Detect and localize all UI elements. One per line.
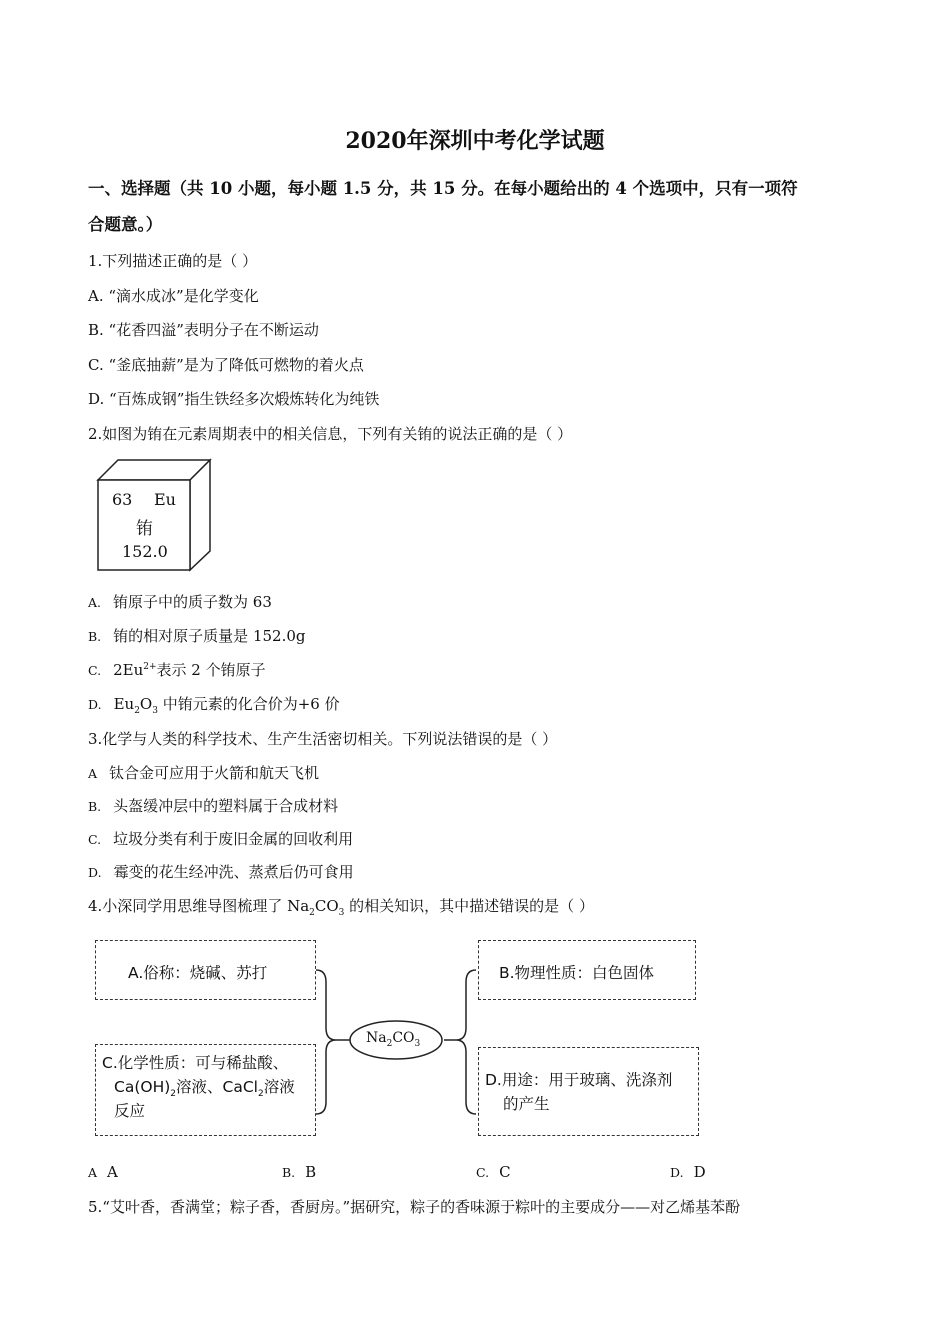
q1-option-c: C. “釜底抽薪”是为了降低可燃物的着火点 — [88, 356, 364, 374]
q4-answer-c-label: C. — [476, 1165, 490, 1180]
box-c-line2 — [114, 1075, 295, 1100]
box-c-sub2: 2 — [257, 1089, 264, 1100]
q1-option-b: B. “花香四溢”表明分子在不断运动 — [88, 321, 319, 339]
q1-option-d: D. “百炼成钢”指生铁经多次煅炼转化为纯铁 — [88, 390, 380, 408]
q3-option-d-text: 霉变的花生经冲洗、蒸煮后仍可食用 — [113, 863, 354, 881]
element-symbol: Eu — [154, 490, 176, 509]
box-c-cacl: 溶液、CaCl — [176, 1078, 258, 1096]
box-d-line1: D.用途：用于玻璃、洗涤剂 — [485, 1071, 673, 1089]
q2-option-c-text: 表示 2 个铕原子 — [156, 661, 266, 679]
q4-answer-d — [670, 1163, 706, 1181]
section-heading-line1: 一、选择题（共 10 小题，每小题 1.5 分，共 15 分。在每小题给出的 4 个选项中，只有一项符 — [88, 179, 798, 198]
q2-option-d-label: D. — [88, 697, 102, 712]
q2-option-b-label: B. — [88, 629, 102, 644]
q2-option-c-formula: 2Eu — [113, 661, 144, 679]
q3-option-d — [88, 862, 354, 883]
q4-stem-mid: CO — [314, 897, 339, 915]
box-d-line2: 的产生 — [503, 1095, 550, 1113]
mind-map-box-d — [478, 1047, 699, 1136]
q2-option-a-text: 铕原子中的质子数为 63 — [113, 593, 272, 611]
box-c-caoh: Ca(OH) — [114, 1078, 171, 1096]
q4-answer-b-label: B. — [282, 1165, 296, 1180]
mind-map-box-a — [95, 940, 316, 1000]
q3-option-a — [88, 763, 319, 784]
q4-stem — [88, 896, 594, 916]
box-c-solution: 溶液 — [263, 1078, 295, 1096]
mind-map-center-label — [366, 1030, 421, 1049]
q2-option-d-text: 中铕元素的化合价为+6 价 — [157, 695, 340, 713]
q2-option-d-sub2: 3 — [152, 706, 158, 716]
q4-answer-c — [476, 1163, 511, 1181]
q3-option-d-label: D. — [88, 865, 102, 880]
mind-map-na2co3 — [88, 934, 708, 1140]
q2-option-a — [88, 592, 272, 613]
q2-option-a-label: A. — [88, 595, 102, 610]
box-c-line3: 反应 — [114, 1102, 146, 1120]
q3-option-c-label: C. — [88, 832, 102, 847]
q5-stem: 5.“艾叶香，香满堂；粽子香，香厨房。”据研究，粽子的香味源于粽叶的主要成分——对乙烯基苯酚 — [88, 1198, 741, 1216]
q1-stem: 1.下列描述正确的是（ ） — [88, 252, 258, 270]
section-heading-line2: 合题意。） — [88, 215, 163, 234]
center-co: CO — [392, 1030, 415, 1046]
element-card-europium — [96, 458, 214, 573]
q2-option-d-sub1: 2 — [134, 706, 140, 716]
q2-option-d — [88, 694, 340, 715]
center-sub: 2 — [386, 1038, 393, 1049]
q3-option-c — [88, 829, 353, 850]
q4-answer-d-text: D — [693, 1163, 706, 1181]
q3-option-c-text: 垃圾分类有利于废旧金属的回收利用 — [113, 830, 354, 848]
q1-option-a: A. “滴水成冰”是化学变化 — [88, 287, 259, 305]
q2-option-b-text: 铕的相对原子质量是 152.0g — [113, 627, 306, 645]
mind-map-box-c — [95, 1044, 316, 1136]
box-c-line1: C.化学性质：可与稀盐酸、 — [102, 1054, 289, 1072]
q2-option-b — [88, 626, 306, 647]
q3-option-a-label: A — [88, 766, 98, 781]
q4-answer-a — [88, 1163, 118, 1181]
q4-stem-sub: 2 — [309, 908, 315, 918]
q4-stem-post: 的相关知识，其中描述错误的是（ ） — [344, 897, 594, 915]
q3-option-a-text: 钛合金可应用于火箭和航天飞机 — [109, 764, 320, 782]
q2-option-c — [88, 660, 266, 681]
element-atomic-number: 63 — [112, 490, 133, 509]
q2-option-c-charge: 2+ — [143, 662, 157, 672]
element-name: 铕 — [136, 519, 153, 539]
q4-answer-a-text: A — [107, 1163, 118, 1181]
q3-option-b-label: B. — [88, 799, 102, 814]
box-c-sub: 2 — [170, 1089, 177, 1100]
q2-option-c-label: C. — [88, 663, 102, 678]
q4-stem-sub2: 3 — [338, 908, 345, 918]
q4-answer-b — [282, 1163, 316, 1181]
box-b-text: B.物理性质：白色固体 — [499, 964, 655, 982]
center-sub2: 3 — [414, 1038, 421, 1049]
q4-answer-b-text: B — [305, 1163, 317, 1181]
q3-stem: 3.化学与人类的科学技术、生产生活密切相关。下列说法错误的是（ ） — [88, 730, 558, 748]
q2-option-d-formula-o: O — [139, 695, 153, 713]
q3-option-b — [88, 796, 338, 817]
center-na: Na — [366, 1030, 387, 1046]
q2-option-d-formula-eu: Eu — [113, 695, 135, 713]
q4-stem-pre: 4.小深同学用思维导图梳理了 Na — [88, 897, 310, 915]
q4-answer-d-label: D. — [670, 1165, 684, 1180]
page-title: 2020年深圳中考化学试题 — [345, 128, 605, 154]
box-a-text: A.俗称：烧碱、苏打 — [128, 964, 268, 982]
q4-answer-c-text: C — [499, 1163, 511, 1181]
q4-answer-a-label: A — [88, 1165, 98, 1180]
mind-map-box-b — [478, 940, 696, 1000]
q2-stem: 2.如图为铕在元素周期表中的相关信息，下列有关铕的说法正确的是（ ） — [88, 425, 573, 443]
element-atomic-mass: 152.0 — [122, 542, 168, 561]
q3-option-b-text: 头盔缓冲层中的塑料属于合成材料 — [113, 797, 339, 815]
